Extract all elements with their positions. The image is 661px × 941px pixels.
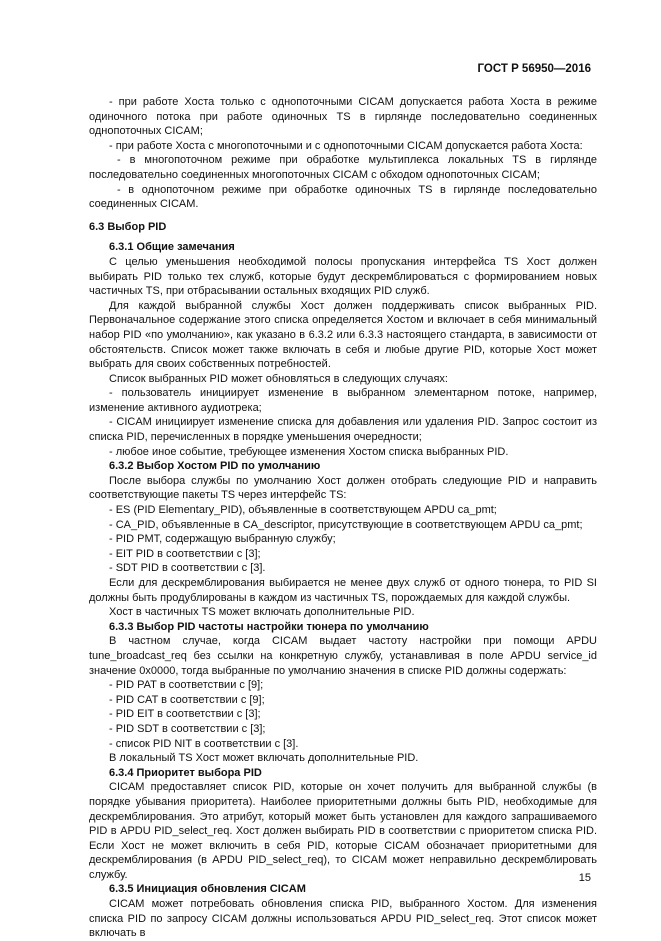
paragraph: - CICAM инициирует изменение списка для добавления или удаления PID. Запрос состоит из списка PID, перечисленных в порядке уменьшения очередности; (89, 416, 597, 444)
page-number: 15 (578, 872, 591, 884)
section-heading: 6.3 Выбор PID (89, 220, 167, 233)
document-body (89, 95, 597, 941)
paragraph: - ES (PID Elementary_PID), объявленные в соответствующем APDU ca_pmt; (109, 504, 497, 517)
paragraph: Для каждой выбранной службы Хост должен поддерживать список выбранных PID. Первоначальное содержание этого списка определяется Хостом и включает в себя минимальный набор PID «по умолчанию», как указано в 6.3.2 или 6.3.3 настоящего стандарта, в зависимости от обстоятельств. Список может также включать в себя и любые другие PID, которые Хост может выбрать для своих собственных потребностей. (89, 299, 597, 371)
paragraph: После выбора службы по умолчанию Хост должен отобрать следующие PID и направить соответствующие пакеты TS через интерфейс TS: (89, 474, 597, 502)
paragraph: В частном случае, когда CICAM выдает частоту настройки при помощи APDU tune_broadcast_req без ссылки на конкретную службу, устанавливая в поле APDU service_id значение 0x0000, тогда выбранные по умолчанию значения в списке PID должны содержать: (89, 635, 597, 677)
paragraph: - PID CAT в соответствии с [9]; (109, 693, 265, 706)
paragraph: - PID PAT в соответствии с [9]; (109, 679, 264, 692)
paragraph: CICAM может потребовать обновления списка PID, выбранного Хостом. Для изменения списка PID по запросу CICAM должны использоваться APDU PID_select_req. Этот список может включать в (89, 898, 597, 940)
paragraph: - CA_PID, объявленные в CA_descriptor, присутствующие в соответствующем APDU ca_pmt; (109, 518, 583, 531)
paragraph: - SDT PID в соответствии с [3]. (109, 562, 266, 575)
subsection-heading: 6.3.5 Инициация обновления CICAM (109, 883, 306, 896)
paragraph: - любое иное событие, требующее изменения Хостом списка выбранных PID. (109, 445, 509, 458)
paragraph: С целью уменьшения необходимой полосы пропускания интерфейса TS Хост должен выбирать PID только тех служб, которые будут дескремблироваться с формированием новых частичных TS, при отбрасывании остальных входящих PID служб. (89, 255, 597, 298)
subsection-heading: 6.3.1 Общие замечания (109, 241, 235, 254)
paragraph: - при работе Хоста с многопоточными и с однопоточными CICAM допускается работа Хоста: (109, 139, 583, 152)
paragraph: - пользователь инициирует изменение в выбранном элементарном потоке, например, изменение активного аудиотрека; (89, 387, 597, 414)
subsection-heading: 6.3.2 Выбор Хостом PID по умолчанию (109, 460, 321, 473)
subsection-heading: 6.3.4 Приоритет выбора PID (109, 766, 262, 779)
paragraph: - PID SDT в соответствии с [3]; (109, 722, 266, 735)
paragraph: Если для дескремблирования выбирается не менее двух служб от одного тюнера, то PID SI должны быть продублированы в каждом из частичных TS, порождаемых для каждой службы. (89, 577, 597, 604)
paragraph: - при работе Хоста только с однопоточными CICAM допускается работа Хоста в режиме одиночного потока при работе одиночных TS в гирлянде последовательно соединенных однопоточных CICAM; (89, 96, 597, 138)
paragraph: CICAM предоставляет список PID, которые он хочет получить для выбранной службы (в порядке убывания приоритета). Наиболее приоритетными должны быть PID, необходимые для дескремблирования. Это атрибут, который может быть установлен для каждого запрашиваемого PID в APDU PID_select_req. Хост должен выбирать PID в соответствии с приоритетом списка PID. Если Хост не может включить в себя PID, которые CICAM обозначает приоритетными для дескремблирования (в APDU PID_select_req), то CICAM может неправильно дескремблировать службу. (89, 781, 597, 881)
paragraph: - PID PMT, содержащую выбранную службу; (109, 533, 336, 546)
paragraph: - EIT PID в соответствии с [3]; (109, 547, 261, 560)
subsection-heading: 6.3.3 Выбор PID частоты настройки тюнера по умолчанию (109, 620, 429, 633)
document-header: ГОСТ Р 56950—2016 (477, 63, 591, 75)
paragraph: - PID EIT в соответствии с [3]; (109, 708, 261, 721)
paragraph: - в однопоточном режиме при обработке одиночных TS в гирлянде последовательно соединенных CICAM. (89, 183, 597, 211)
paragraph: Список выбранных PID может обновляться в следующих случаях: (109, 372, 448, 385)
paragraph: - список PID NIT в соответствии с [3]. (109, 737, 299, 750)
paragraph: - в многопоточном режиме при обработке мультиплекса локальных TS в гирлянде последовательно соединенных многопоточных CICAM с обходом однопоточных CICAM; (89, 154, 597, 181)
paragraph: Хост в частичных TS может включать дополнительные PID. (109, 606, 415, 619)
paragraph: В локальный TS Хост может включать дополнительные PID. (109, 752, 419, 765)
